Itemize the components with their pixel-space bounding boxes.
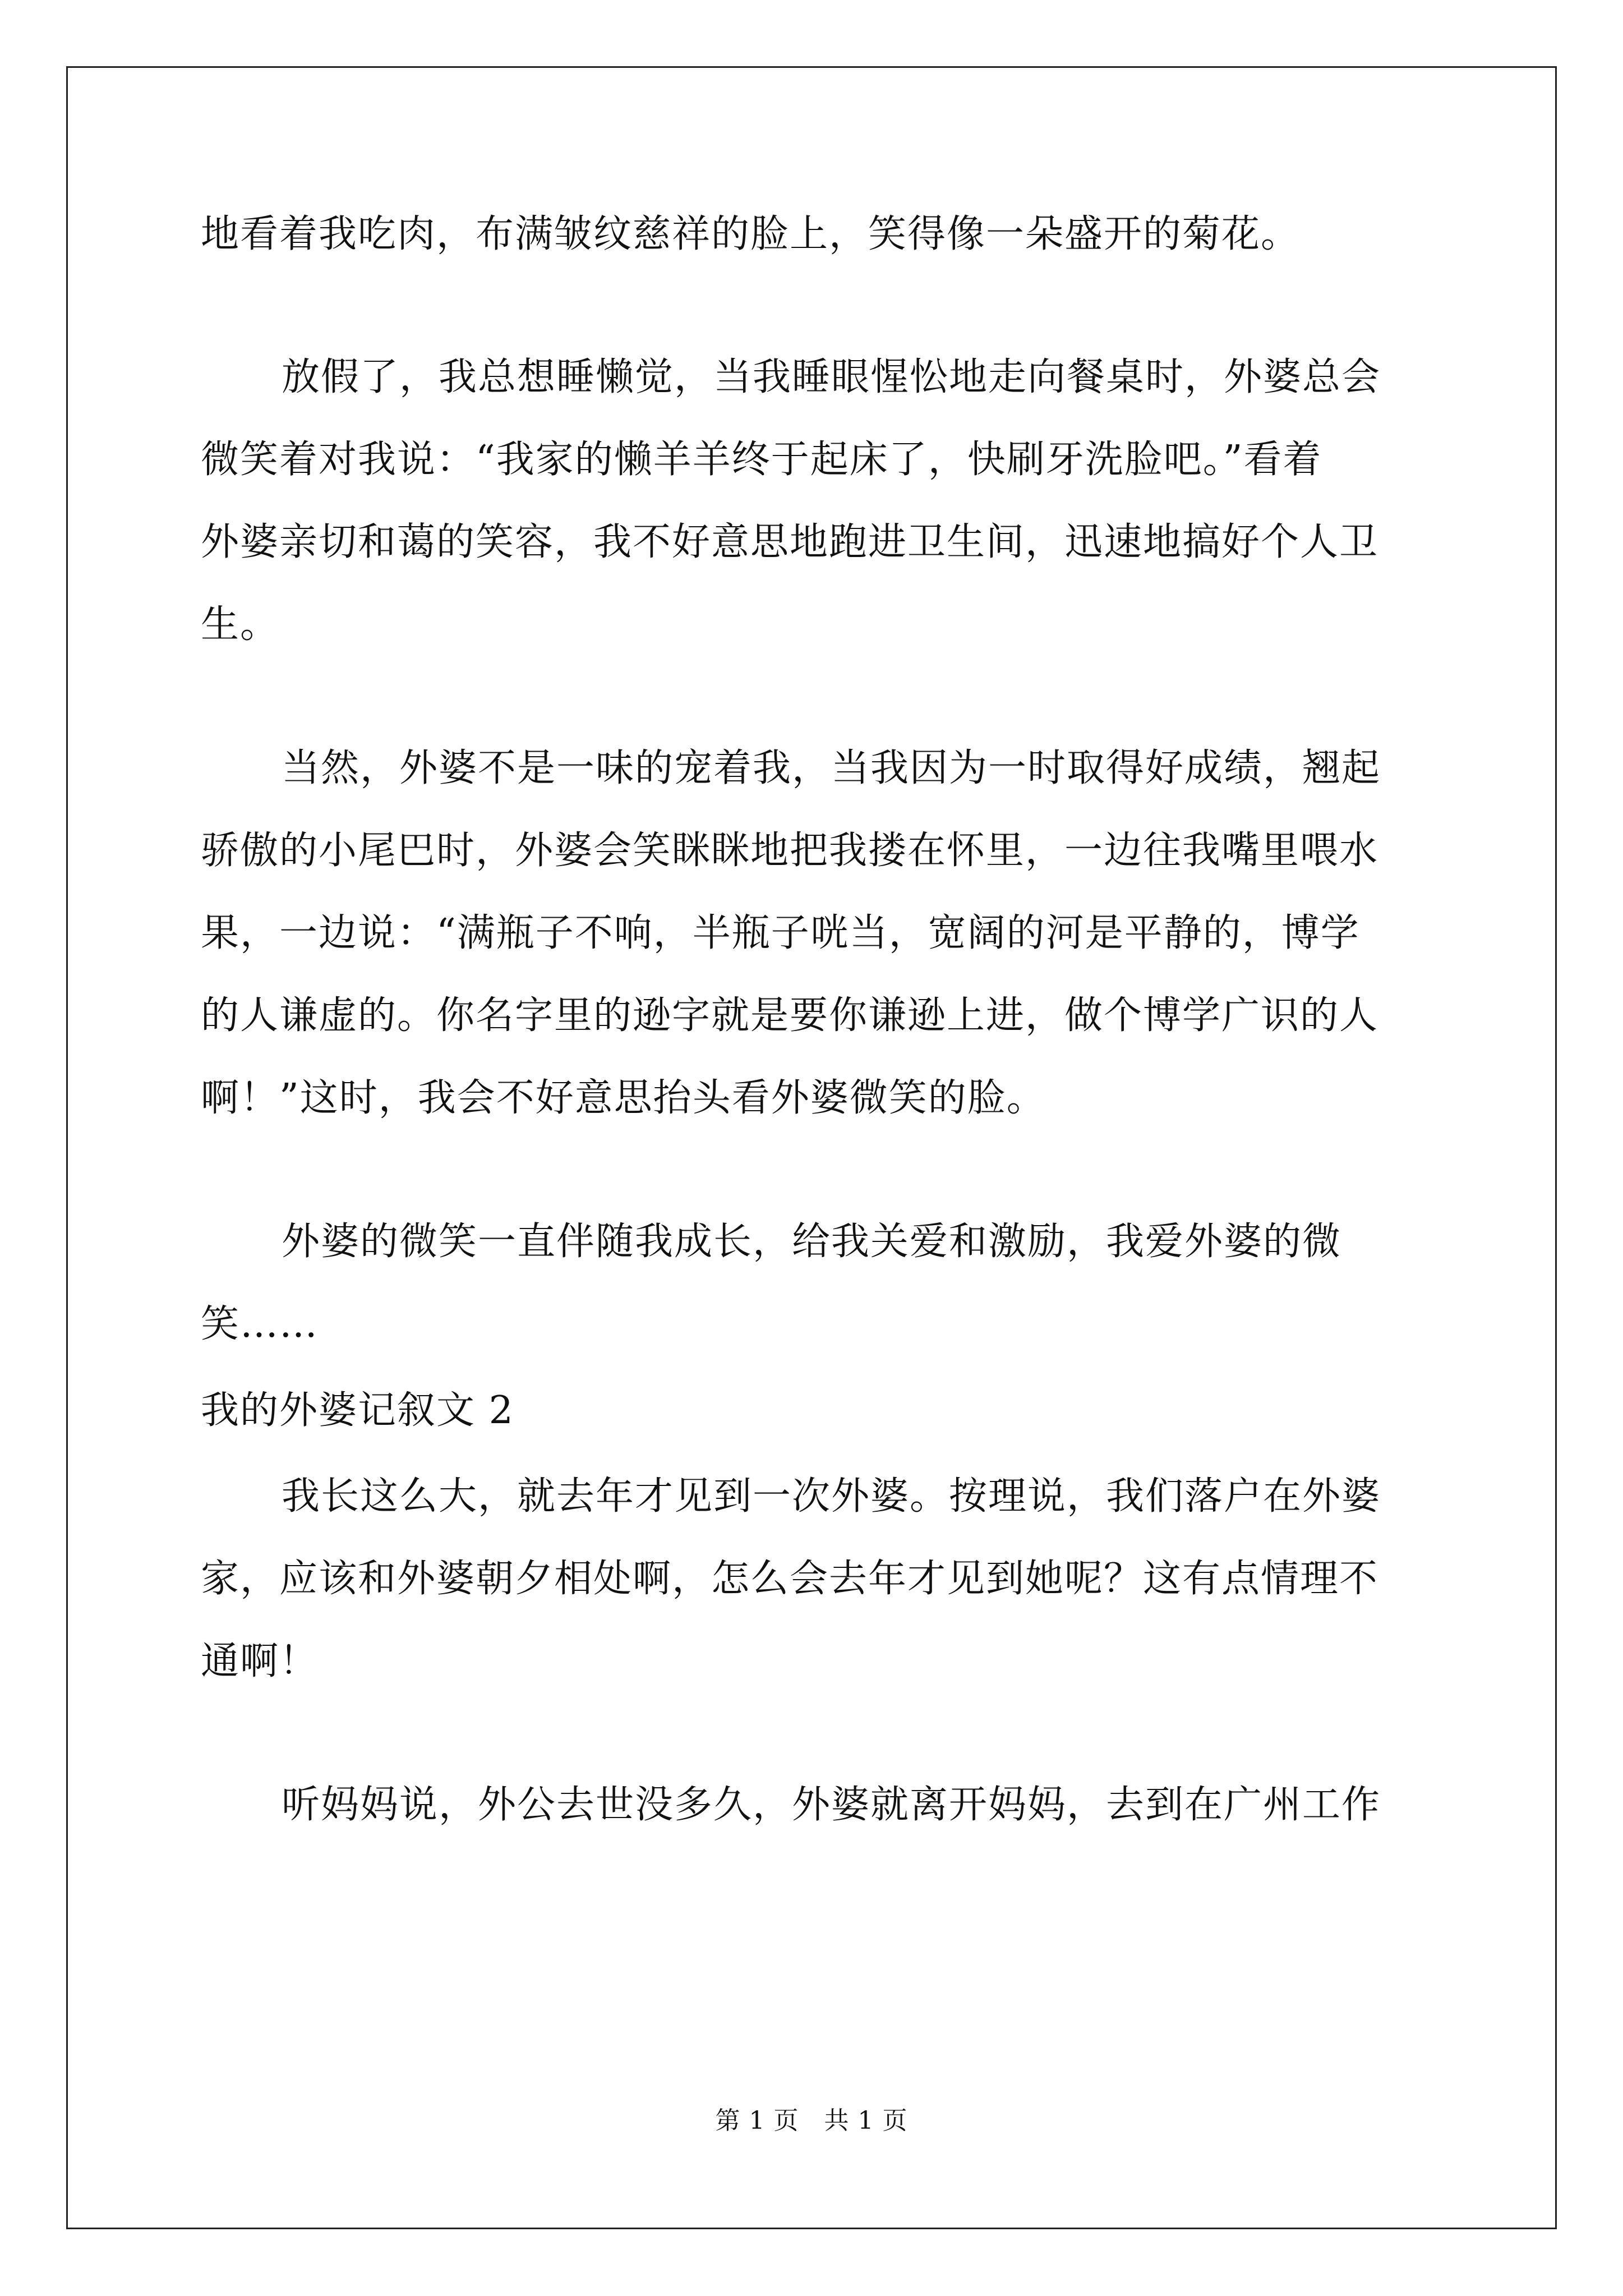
paragraph-line: 微笑着对我说：“我家的懒羊羊终于起床了，快刷牙洗脸吧。”看着 [201,438,1322,482]
paragraph-line: 生。 [201,602,280,647]
paragraph-line: 外婆亲切和蔼的笑容，我不好意思地跑进卫生间，迅速地搞好个人卫 [201,520,1379,564]
page-footer: 第 1 页 共 1 页 [715,2106,908,2135]
paragraph-line: 我长这么大，就去年才见到一次外婆。按理说，我们落户在外婆 [282,1474,1381,1519]
paragraph-line: 的人谦虚的。你名字里的逊字就是要你谦逊上进，做个博学广识的人 [201,993,1379,1038]
paragraph-line: 外婆的微笑一直伴随我成长，给我关爱和激励，我爱外婆的微 [282,1220,1342,1264]
paragraph-line: 当然，外婆不是一味的宠着我，当我因为一时取得好成绩，翘起 [282,746,1381,790]
paragraph-line: 啊！”这时，我会不好意思抬头看外婆微笑的脸。 [201,1076,1046,1120]
section-heading: 我的外婆记叙文 2 [201,1388,514,1433]
paragraph-line: 地看着我吃肉，布满皱纹慈祥的脸上，笑得像一朵盛开的菊花。 [201,212,1301,256]
paragraph-line: 家，应该和外婆朝夕相处啊，怎么会去年才见到她呢？这有点情理不 [201,1557,1379,1601]
paragraph-line: 听妈妈说，外公去世没多久，外婆就离开妈妈，去到在广州工作 [282,1783,1381,1827]
paragraph-line: 果，一边说：“满瓶子不响，半瓶子咣当，宽阔的河是平静的，博学 [201,911,1360,955]
paragraph-line: 放假了，我总想睡懒觉，当我睡眼惺忪地走向餐桌时，外婆总会 [282,355,1381,399]
paragraph-line: 通啊！ [201,1639,319,1683]
paragraph-line: 笑…… [201,1302,319,1346]
paragraph-line: 骄傲的小尾巴时，外婆会笑眯眯地把我搂在怀里，一边往我嘴里喂水 [201,829,1379,873]
